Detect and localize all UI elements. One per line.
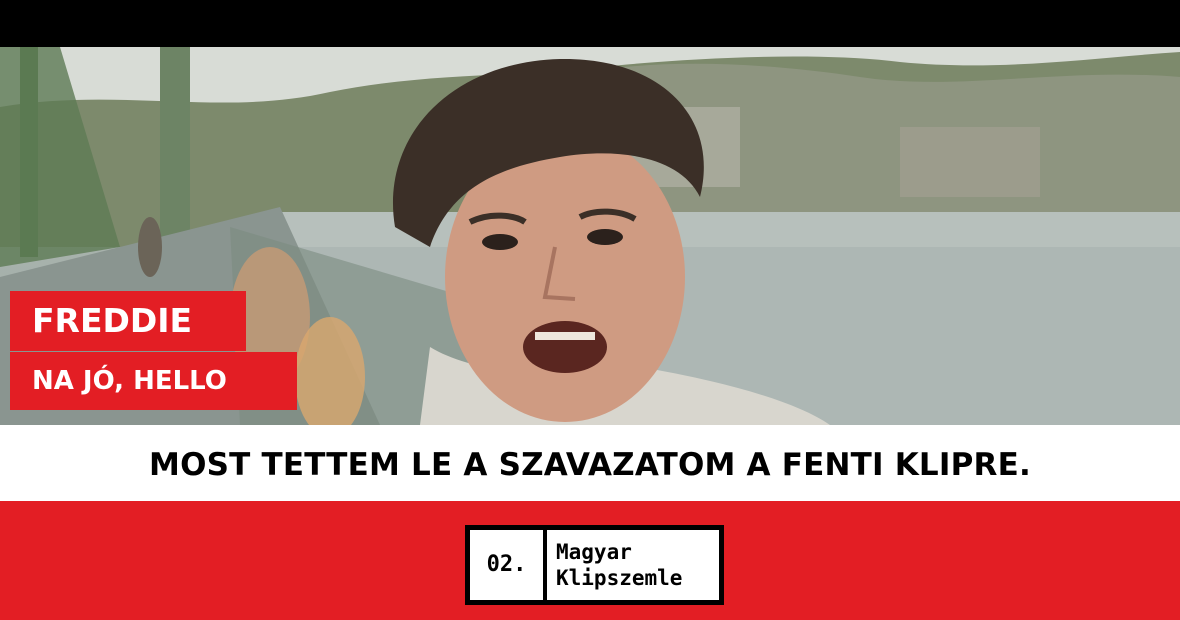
logo-title bbox=[547, 530, 719, 600]
song-title-label: NA JÓ, HELLO bbox=[10, 352, 297, 410]
magyar-klipszemle-logo bbox=[465, 525, 724, 605]
logo-title-line2: Klipszemle bbox=[556, 566, 683, 590]
logo-edition-number: 02. bbox=[470, 530, 543, 600]
vote-caption: MOST TETTEM LE A SZAVAZATOM A FENTI KLIPRE. bbox=[0, 425, 1180, 501]
artist-name-label: FREDDIE bbox=[10, 291, 246, 351]
letterbox-top-bar bbox=[0, 0, 1180, 47]
logo-title-line1: Magyar bbox=[556, 540, 632, 564]
